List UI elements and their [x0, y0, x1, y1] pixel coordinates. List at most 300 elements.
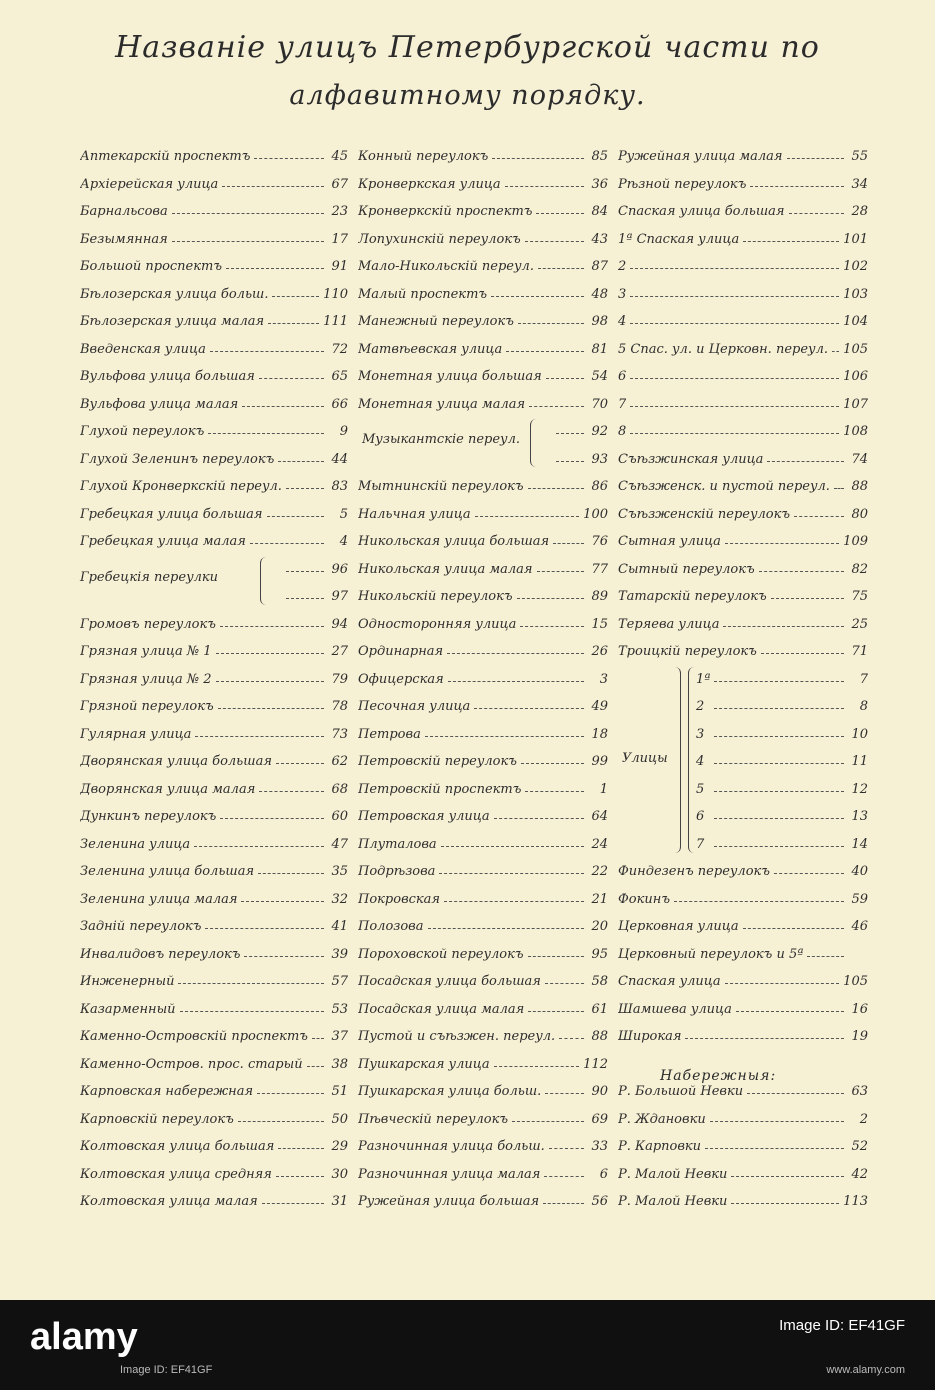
street-name: Съѣзжинская улица: [618, 451, 764, 467]
dot-leader: [559, 1038, 584, 1039]
page-number: 72: [331, 341, 348, 357]
street-name: Колтовская улица малая: [80, 1194, 258, 1209]
page-number: 99: [591, 754, 608, 769]
index-row: [358, 993, 608, 1017]
index-row: [358, 1075, 608, 1099]
index-row: [618, 223, 868, 247]
street-name: Финдезенъ переулокъ: [618, 864, 770, 879]
page-number: 28: [851, 204, 868, 219]
page-number: 65: [331, 369, 348, 384]
index-row: [358, 1020, 608, 1044]
dot-leader: [743, 241, 839, 242]
dot-leader: [267, 516, 324, 517]
street-name: Глухой переулокъ: [80, 424, 205, 439]
street-name: Подрѣзова: [358, 864, 436, 879]
street-name: Односторонняя улица: [358, 616, 517, 632]
dot-leader: [528, 488, 584, 489]
dot-leader: [518, 323, 584, 324]
street-name: Татарскій переулокъ: [618, 589, 767, 604]
page-number: 105: [843, 341, 868, 357]
dot-leader: [439, 873, 584, 874]
page-number: 79: [331, 671, 348, 687]
dot-leader: [544, 1176, 584, 1177]
street-name: Архіерейская улица: [80, 176, 219, 192]
dot-leader: [492, 158, 584, 159]
dot-leader: [714, 846, 844, 847]
page-number: 91: [331, 259, 348, 274]
page-number: 63: [851, 1084, 868, 1099]
index-row: [358, 223, 608, 247]
index-row: [358, 938, 608, 962]
group-label: Гребецкія переулки: [80, 569, 219, 585]
dot-leader: [528, 956, 584, 957]
page-number: 1: [599, 781, 608, 797]
sub-label: 4: [696, 754, 705, 769]
index-row: [358, 718, 608, 742]
dot-leader: [714, 681, 844, 682]
dot-leader: [543, 1203, 584, 1204]
index-row: [358, 470, 608, 494]
page-number: 67: [331, 176, 348, 192]
street-name: Дворянская улица большая: [80, 754, 272, 769]
street-name: Ординарная: [358, 644, 444, 659]
group-sub-row: [696, 828, 868, 852]
watermark-id: Image ID: EF41GF: [120, 1364, 213, 1376]
index-row: [80, 470, 348, 494]
street-name: Каменно-Островскій проспектъ: [80, 1029, 308, 1044]
page-number: 38: [331, 1056, 348, 1072]
page-number: 29: [331, 1139, 348, 1154]
index-row: [618, 443, 868, 467]
page-number: 71: [851, 644, 868, 659]
dot-leader: [807, 956, 844, 957]
page-number: 101: [843, 231, 868, 247]
street-name: Колтовская улица средняя: [80, 1166, 272, 1182]
page-number: 87: [591, 259, 608, 274]
page-number: 111: [323, 314, 348, 329]
page-number: 93: [591, 451, 608, 467]
street-name: Инвалидовъ переулокъ: [80, 946, 241, 962]
dot-leader: [272, 296, 319, 297]
dot-leader: [545, 1093, 584, 1094]
group-label: Музыкантскіе переул.: [362, 432, 520, 447]
street-name: Зеленина улица большая: [80, 864, 255, 879]
dot-leader: [743, 928, 844, 929]
street-name: Дворянская улица малая: [80, 781, 256, 797]
page-number: 21: [591, 891, 608, 907]
street-name: Колтовская улица большая: [80, 1139, 275, 1154]
street-name: Монетная улица малая: [358, 396, 526, 412]
index-row: [80, 608, 348, 632]
street-name: Шамшева улица: [618, 1001, 732, 1017]
page-number: 108: [843, 424, 868, 439]
dot-leader: [195, 736, 324, 737]
street-name: Бѣлозерская улица малая: [80, 314, 265, 329]
dot-leader: [447, 653, 584, 654]
index-row: [80, 690, 348, 714]
index-row: [618, 1185, 868, 1209]
dot-leader: [474, 708, 584, 709]
street-name: Песочная улица: [358, 699, 471, 714]
index-row: [618, 938, 868, 962]
dot-leader: [750, 186, 844, 187]
dot-leader: [276, 1176, 324, 1177]
dot-leader: [747, 1093, 844, 1094]
page-number: 41: [331, 919, 348, 934]
page-number: 81: [591, 341, 608, 357]
index-row: [80, 360, 348, 384]
page-number: 4: [339, 534, 348, 549]
street-name: Грязная улица № 2: [80, 671, 212, 687]
dot-leader: [710, 1121, 844, 1122]
index-row: [618, 278, 868, 302]
street-name: Петрова: [358, 726, 421, 742]
index-row: [80, 498, 348, 522]
dot-leader: [505, 186, 584, 187]
page-number: 52: [851, 1139, 868, 1154]
dot-leader: [771, 598, 844, 599]
page-number: 14: [851, 836, 868, 852]
page-number: 35: [331, 864, 348, 879]
page-number: 55: [851, 149, 868, 164]
index-row: [618, 360, 868, 384]
index-row: [618, 553, 868, 577]
group-sub-row: [696, 745, 868, 769]
page-number: 68: [331, 781, 348, 797]
dot-leader: [525, 791, 584, 792]
street-name: Дункинъ переулокъ: [80, 809, 217, 824]
dot-leader: [521, 763, 584, 764]
page-number: 105: [843, 974, 868, 989]
dot-leader: [630, 268, 839, 269]
page-number: 19: [851, 1029, 868, 1044]
page-number: 57: [331, 974, 348, 989]
index-row: [618, 388, 868, 412]
street-name: Сытная улица: [618, 534, 721, 549]
index-row: [80, 828, 348, 852]
dot-leader: [276, 763, 324, 764]
page-number: 85: [591, 149, 608, 164]
dot-leader: [512, 1121, 584, 1122]
page-number: 104: [843, 314, 868, 329]
page-number: 76: [591, 534, 608, 549]
street-name: Безымянная: [80, 231, 168, 247]
page-number: 23: [331, 204, 348, 219]
index-row: [80, 773, 348, 797]
page-number: 109: [843, 534, 868, 549]
street-name: 4: [618, 314, 627, 329]
dot-leader: [834, 488, 844, 489]
dot-leader: [787, 158, 845, 159]
dot-leader: [705, 1148, 844, 1149]
index-row: [80, 800, 348, 824]
index-row: [618, 1158, 868, 1182]
street-name: Глухой Зеленинъ переулокъ: [80, 451, 275, 467]
street-name: Пушкарская улица: [358, 1056, 490, 1072]
dot-leader: [312, 1038, 324, 1039]
page-number: 45: [331, 149, 348, 164]
street-name: 2: [618, 259, 627, 274]
page-number: 11: [851, 754, 868, 769]
dot-leader: [714, 763, 844, 764]
index-row: [80, 1130, 348, 1154]
brace: [672, 667, 681, 854]
dot-leader: [259, 378, 324, 379]
street-name: Аптекарскій проспектъ: [80, 149, 251, 164]
alamy-logo: alamy: [30, 1316, 138, 1358]
index-row: [358, 1103, 608, 1127]
dot-leader: [241, 901, 324, 902]
index-row: [80, 1048, 348, 1072]
dot-leader: [549, 1148, 584, 1149]
street-name: Грязной переулокъ: [80, 699, 214, 714]
index-row: [618, 965, 868, 989]
dot-leader: [630, 433, 839, 434]
street-name: Р. Большой Невки: [618, 1084, 744, 1099]
index-row: [80, 305, 348, 329]
dot-leader: [425, 736, 584, 737]
index-row: [358, 278, 608, 302]
dot-leader: [494, 1066, 580, 1067]
dot-leader: [218, 708, 324, 709]
dot-leader: [286, 598, 324, 599]
dot-leader: [222, 186, 324, 187]
index-row: [618, 608, 868, 632]
page-number: 31: [331, 1194, 348, 1209]
index-row: [358, 800, 608, 824]
index-row: [80, 1075, 348, 1099]
index-row: [358, 1130, 608, 1154]
page-number: 58: [591, 974, 608, 989]
dot-leader: [216, 653, 324, 654]
street-name: 5 Спас. ул. и Церковн. переул.: [618, 341, 828, 357]
page-number: 75: [851, 589, 868, 604]
street-name: Глухой Кронверкскій переул.: [80, 479, 282, 494]
dot-leader: [794, 516, 844, 517]
dot-leader: [172, 213, 324, 214]
index-row: [80, 333, 348, 357]
street-name: Матвѣевская улица: [358, 341, 503, 357]
page-number: 110: [323, 286, 348, 302]
street-name: Разночинная улица больш.: [358, 1139, 545, 1154]
page-number: 13: [851, 809, 868, 824]
index-row: [80, 1185, 348, 1209]
page-number: 5: [339, 506, 348, 522]
street-name: Вульфова улица малая: [80, 396, 239, 412]
page-number: 70: [591, 396, 608, 412]
street-name: Каменно-Остров. прос. старый: [80, 1056, 303, 1072]
street-name: Монетная улица большая: [358, 369, 542, 384]
street-name: Карповская набережная: [80, 1084, 254, 1099]
street-name: Посадская улица малая: [358, 1001, 525, 1017]
index-row: [358, 168, 608, 192]
dot-leader: [286, 571, 324, 572]
page-number: 88: [591, 1029, 608, 1044]
dot-leader: [257, 1093, 324, 1094]
index-row: [358, 333, 608, 357]
street-name: Спаская улица: [618, 974, 721, 989]
dot-leader: [714, 708, 844, 709]
sub-label: 6: [696, 809, 705, 824]
street-name: Рѣзной переулокъ: [618, 176, 747, 192]
street-name: Грязная улица № 1: [80, 644, 212, 659]
page-number: 30: [331, 1166, 348, 1182]
sub-label: 5: [696, 781, 705, 797]
dot-leader: [210, 351, 324, 352]
dot-leader: [307, 1066, 324, 1067]
page-number: 103: [843, 286, 868, 302]
page-number: 12: [851, 781, 868, 797]
dot-leader: [475, 516, 580, 517]
dot-leader: [789, 213, 844, 214]
dot-leader: [725, 983, 840, 984]
index-row: [80, 195, 348, 219]
index-row: [358, 883, 608, 907]
page-number: 36: [591, 176, 608, 192]
index-row: [80, 168, 348, 192]
page-number: 48: [591, 286, 608, 302]
street-name: Пороховской переулокъ: [358, 946, 524, 962]
street-name: Р. Малой Невки: [618, 1166, 728, 1182]
street-name: Инженерный: [80, 974, 175, 989]
dot-leader: [208, 433, 324, 434]
index-row: [358, 195, 608, 219]
index-row: [80, 140, 348, 164]
index-row: [80, 250, 348, 274]
sub-label: 1ª: [696, 671, 711, 687]
street-name: Вульфова улица большая: [80, 369, 255, 384]
index-row: [618, 415, 868, 439]
dot-leader: [491, 296, 584, 297]
dot-leader: [238, 1121, 324, 1122]
dot-leader: [506, 351, 584, 352]
street-name: Гребецкая улица большая: [80, 506, 263, 522]
page-number: 56: [591, 1194, 608, 1209]
index-row: [618, 1020, 868, 1044]
street-name: Фокинъ: [618, 891, 670, 907]
index-row: [618, 910, 868, 934]
dot-leader: [556, 433, 584, 434]
page-number: 2: [859, 1111, 868, 1127]
street-name: 6: [618, 369, 627, 384]
dot-leader: [178, 983, 324, 984]
page-number: 96: [331, 561, 348, 577]
index-row: [358, 965, 608, 989]
index-row: [618, 498, 868, 522]
page-number: 80: [851, 506, 868, 522]
page-number: 66: [331, 396, 348, 412]
dot-leader: [242, 406, 324, 407]
stock-footer-bar: [0, 1300, 935, 1390]
page-number: 97: [331, 589, 348, 604]
page-number: 89: [591, 589, 608, 604]
dot-leader: [525, 241, 584, 242]
dot-leader: [685, 1038, 844, 1039]
index-row: [80, 278, 348, 302]
dot-leader: [258, 873, 324, 874]
dot-leader: [494, 818, 584, 819]
street-name: Мытнинскій переулокъ: [358, 479, 524, 494]
page-number: 43: [591, 231, 608, 247]
street-name: Никольскій переулокъ: [358, 589, 513, 604]
street-name: Пушкарская улица больш.: [358, 1084, 542, 1099]
dot-leader: [630, 378, 839, 379]
index-row: [618, 305, 868, 329]
street-name: Кронверкскій проспектъ: [358, 204, 533, 219]
index-row: [618, 580, 868, 604]
index-row: [358, 305, 608, 329]
dot-leader: [832, 351, 839, 352]
street-name: Лопухинскій переулокъ: [358, 231, 521, 247]
index-row: [618, 168, 868, 192]
page-number: 113: [843, 1194, 868, 1209]
dot-leader: [286, 488, 324, 489]
page-number: 20: [591, 919, 608, 934]
page-subtitle: алфавитному порядку.: [289, 80, 646, 111]
sub-label: 2: [696, 699, 705, 714]
street-name: Петровскій переулокъ: [358, 754, 517, 769]
group-sub-row: [696, 773, 868, 797]
group-sub-row: [696, 663, 868, 687]
sub-label: 7: [696, 836, 705, 852]
street-name: Большой проспектъ: [80, 259, 223, 274]
page-number: 100: [583, 506, 608, 522]
page-number: 32: [331, 891, 348, 907]
page-number: 8: [859, 699, 868, 714]
index-row: [618, 635, 868, 659]
street-name: Покровская: [358, 891, 441, 907]
dot-leader: [226, 268, 324, 269]
index-row: [80, 910, 348, 934]
page-number: 59: [851, 891, 868, 907]
index-row: [358, 360, 608, 384]
dot-leader: [556, 461, 584, 462]
index-row: [358, 553, 608, 577]
index-row: [80, 1158, 348, 1182]
index-row: [80, 663, 348, 687]
index-row: [358, 690, 608, 714]
page-number: 25: [851, 616, 868, 632]
street-name: Мало-Никольскій переул.: [358, 259, 534, 274]
index-row: [80, 443, 348, 467]
page-number: 46: [851, 919, 868, 934]
page-number: 60: [331, 809, 348, 824]
dot-leader: [529, 406, 584, 407]
street-name: Церковный переулокъ и 5ª: [618, 946, 804, 962]
index-row: [358, 635, 608, 659]
street-name: 3: [618, 286, 627, 302]
page-number: 92: [591, 424, 608, 439]
street-name: Пустой и съѣзжен. переул.: [358, 1029, 556, 1044]
page-number: 44: [331, 451, 348, 467]
index-row: [80, 883, 348, 907]
page-number: 106: [843, 369, 868, 384]
dot-leader: [205, 928, 324, 929]
dot-leader: [731, 1203, 839, 1204]
page-number: 16: [851, 1001, 868, 1017]
street-name: Петровскій проспектъ: [358, 781, 522, 797]
street-name: Полозова: [358, 919, 424, 934]
street-name: Плуталова: [358, 836, 437, 852]
index-row: [618, 470, 868, 494]
street-name: Съѣзженскій переулокъ: [618, 506, 791, 522]
index-row: [618, 525, 868, 549]
index-row: [80, 965, 348, 989]
index-row: [358, 1158, 608, 1182]
index-row: [80, 388, 348, 412]
index-row: [80, 1103, 348, 1127]
street-name: Карповскій переулокъ: [80, 1111, 234, 1127]
